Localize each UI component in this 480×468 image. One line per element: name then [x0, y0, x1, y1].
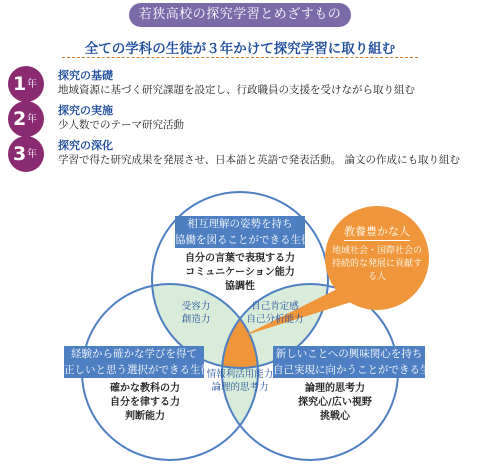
page-title: 若狭高校の探究学習とめざすもの	[129, 3, 351, 27]
year-number: 2	[13, 108, 27, 130]
step-text-1: 地域資源に基づく研究課題を設定し、行政職員の支援を受けながら取り組む	[58, 84, 415, 96]
page-subtitle: 全ての学科の生徒が３年かけて探究学習に取り組む	[84, 41, 396, 57]
overlap-left-right-label: 情報利活用能力 論理的思考力	[206, 369, 274, 393]
abilities-left: 確かな教科の力 自分を律する力 判断能力	[110, 383, 180, 422]
overlap-top-right-label: 自己肯定感 自己分析能力	[246, 301, 304, 325]
year-number: 3	[13, 143, 27, 165]
year-number: 1	[13, 73, 27, 95]
year-unit: 年	[27, 79, 37, 90]
step-text-3: 学習で得た研究成果を発展させ、日本語と英語で発表活動。 論文の作成にも取り組む	[58, 154, 461, 166]
label-top: 相互理解の姿勢を持ち 協働を図ることができる生徒	[175, 218, 312, 246]
step-heading-1: 探究の基礎	[58, 69, 113, 82]
step-heading-2: 探究の実施	[58, 104, 113, 117]
label-right: 新しいことへの興味関心を持ち 自己実現に向かうことができる生徒	[273, 348, 441, 376]
year-unit: 年	[27, 149, 37, 160]
step-text-2: 少人数でのテーマ研究活動	[58, 119, 184, 131]
label-left: 経験から確かな学びを得て 正しいと思う選択ができる生徒	[64, 348, 211, 376]
bubble-text: 地域社会・国際社会の持続的な発展に貢献する人	[331, 246, 422, 282]
bubble-title: 教養豊かな人	[344, 225, 410, 238]
year-unit: 年	[27, 114, 37, 125]
abilities-top: 自分の言葉で表現する力 コミュニケーション能力 協調性	[185, 253, 295, 292]
abilities-right: 論理的思考力 探究心/広い視野 挑戦心	[298, 383, 372, 422]
step-heading-3: 探究の深化	[58, 139, 113, 152]
bubble-divider	[344, 240, 410, 241]
overlap-top-left-label: 受容力 創造力	[181, 301, 211, 325]
